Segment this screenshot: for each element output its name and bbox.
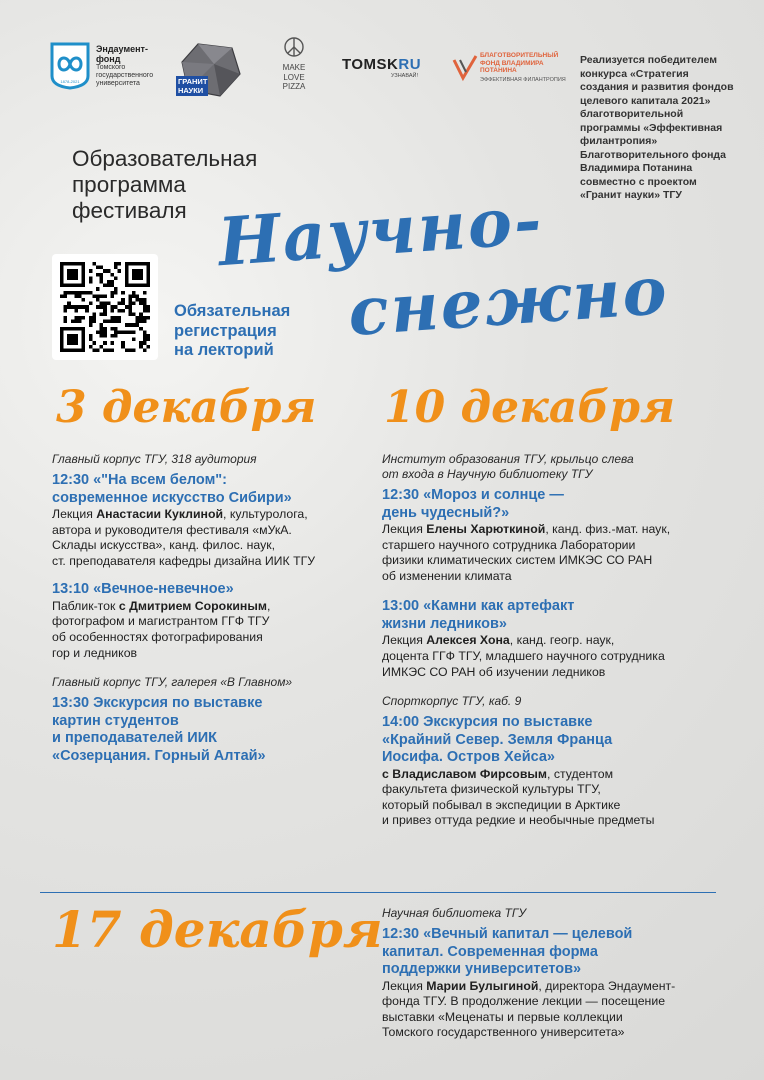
desc-post: , канд. геогр. наук,	[509, 633, 615, 648]
title-line: поддержки университетов»	[382, 961, 582, 977]
title-line: «Созерцания. Горный Алтай»	[52, 747, 266, 764]
day3-venue: Научная библиотека ТГУ	[382, 906, 527, 920]
potanin-sub: ЭФФЕКТИВНАЯ ФИЛАНТРОПИЯ	[480, 76, 566, 83]
registration-line: регистрация	[174, 321, 277, 340]
title-line: 14:00 Экскурсия по выставке	[382, 714, 593, 731]
sponsor-line: филантропия»	[580, 135, 658, 147]
tomsk-sub: УЗНАВАЙ!	[391, 73, 418, 79]
day3-event-desc	[382, 979, 752, 1041]
granit-nauki-logo	[174, 40, 246, 100]
endowment-name-2: фонд	[96, 54, 121, 64]
day1-venue-2: Главный корпус ТГУ, галерея «В Главном»	[52, 675, 293, 690]
desc-post: , студентом	[546, 766, 614, 781]
desc-line: старшего научного сотрудника Лаборатории	[382, 537, 636, 552]
desc-line: фонда ТГУ. В продолжение лекции — посещение	[382, 994, 666, 1009]
title-line: капитал. Современная форма	[382, 943, 598, 960]
day3-event-title	[382, 926, 752, 979]
day2-event3-title	[382, 714, 742, 767]
qr-code-icon	[60, 262, 150, 352]
title-line: 13:00 «Камни как артефакт	[382, 598, 575, 615]
program-title-line: программа	[72, 172, 186, 197]
desc-line: физики климатических систем ИМКЭС СО РАН	[382, 553, 653, 568]
desc-post: ,	[266, 598, 271, 613]
endowment-sub-1: Томского	[96, 64, 126, 71]
lecturer-name: Алексея Хона	[426, 633, 510, 648]
day1-date: 3 декабря	[56, 382, 317, 433]
make-love-pizza-logo	[274, 36, 314, 106]
speaker-name: с Дмитрием Сорокиным	[118, 598, 267, 613]
day1-event1-desc	[52, 507, 372, 569]
tomsk-main: TOMSK	[342, 56, 399, 73]
desc-line: ИМКЭС СО РАН об изучении ледников	[382, 664, 606, 679]
guide-name: с Владиславом Фирсовым	[382, 766, 547, 781]
program-title-line: фестиваля	[72, 198, 187, 223]
desc-line: фотографом и магистрантом ГГФ ТГУ	[52, 614, 270, 629]
mlp-line-2: LOVE	[283, 72, 305, 82]
title-line: жизни ледников»	[382, 615, 507, 632]
desc-line: выставки «Меценаты и первые коллекции	[382, 1009, 623, 1024]
venue-line: Институт образования ТГУ, крыльцо слева	[382, 452, 634, 466]
potanin-line-3: ПОТАНИНА	[480, 67, 517, 74]
sponsor-line: конкурса «Стратегия	[580, 67, 689, 80]
title-line: и преподавателей ИИК	[52, 730, 217, 747]
desc-pre: Лекция	[382, 978, 427, 993]
lecturer-name: Марии Булыгиной	[426, 978, 539, 993]
tomsk-accent: RU	[398, 56, 422, 73]
day2-date: 10 декабря	[384, 382, 675, 433]
endowment-sub-2: государственного	[96, 72, 154, 79]
desc-post: , культуролога,	[223, 507, 308, 521]
registration-note	[174, 302, 290, 361]
sponsor-line: целевого капитала 2021»	[580, 94, 711, 107]
desc-line: доцента ГГФ ТГУ, младшего научного сотрудника	[382, 648, 665, 663]
desc-line: ст. преподавателя кафедры дизайна ИИК ТГУ	[52, 553, 316, 568]
mlp-line-3: PIZZA	[282, 82, 306, 91]
desc-pre: Лекция	[382, 633, 427, 648]
sponsor-line: программы «Эффективная	[580, 121, 723, 134]
title-line: Иосифа. Остров Хейса»	[382, 749, 555, 766]
program-title-line: Образовательная	[72, 146, 258, 171]
day2-venue-1	[382, 452, 742, 482]
sponsor-line: Благотворительного фонда	[580, 148, 726, 161]
desc-line: об изменении климата	[382, 568, 512, 583]
day1-column	[52, 452, 372, 765]
desc-line: об особенностях фотографирования	[52, 630, 263, 645]
day1-event2-title: 13:10 «Вечное-невечное»	[52, 581, 234, 598]
mlp-line-1: MAKE	[282, 63, 306, 72]
desc-post: , канд. физ.-мат. наук,	[545, 522, 671, 536]
title-line: 12:30 «"На всем белом":	[52, 472, 227, 488]
day2-venue-2: Спорткорпус ТГУ, каб. 9	[382, 694, 522, 709]
day1-event1-title	[52, 472, 372, 507]
endowment-emblem-icon	[50, 42, 90, 90]
registration-line: на лекторий	[174, 341, 274, 359]
potanin-fund-logo	[452, 50, 570, 90]
qr-code[interactable]	[52, 254, 158, 360]
potanin-line-2: ФОНД ВЛАДИМИРА	[480, 59, 544, 67]
sponsor-line: «Гранит науки» ТГУ	[580, 189, 682, 201]
title-line: современное искусство Сибири»	[52, 489, 292, 506]
day2-event2-desc	[382, 633, 742, 680]
day1-event3-title	[52, 695, 372, 765]
day3-date: 17 декабря	[52, 900, 383, 959]
endowment-logo	[50, 40, 170, 95]
registration-line: Обязательная	[174, 302, 291, 320]
granit-label-1: ГРАНИТ	[178, 77, 208, 86]
desc-pre: Лекция	[382, 522, 427, 536]
day2-event1-desc	[382, 522, 742, 584]
desc-line: автора и руководителя фестиваля «мУкА.	[52, 522, 292, 537]
sponsor-line: благотворительной	[580, 108, 684, 120]
title-line: 12:30 «Мороз и солнце —	[382, 487, 564, 503]
granit-label-2: НАУКИ	[178, 86, 204, 95]
desc-line: гор и ледников	[52, 645, 138, 660]
desc-pre: Паблик-ток	[52, 598, 119, 613]
festival-name-line-1: Научно-	[215, 180, 546, 282]
sponsor-line: Владимира Потанина	[580, 162, 693, 174]
potanin-line-1: БЛАГОТВОРИТЕЛЬНЫЙ	[480, 52, 559, 59]
endowment-name-1: Эндаумент-	[96, 44, 148, 54]
desc-line: Склады искусства», канд. филос. наук,	[52, 538, 276, 553]
peace-sign-icon	[283, 36, 305, 58]
title-line: картин студентов	[52, 712, 179, 729]
day1-venue-1: Главный корпус ТГУ, 318 аудитория	[52, 452, 257, 466]
desc-pre: Лекция	[52, 507, 97, 521]
lecturer-name: Анастасии Куклиной	[96, 507, 224, 521]
day3-column	[382, 906, 752, 1041]
day2-event2-title	[382, 598, 742, 633]
title-line: день чудесный?»	[382, 504, 510, 521]
desc-line: который побывал в экспедиции в Арктике	[382, 797, 621, 812]
svg-text:1878-2021: 1878-2021	[60, 79, 80, 84]
day2-column	[382, 452, 742, 829]
sponsor-note	[580, 54, 760, 203]
title-line: 13:30 Экскурсия по выставке	[52, 695, 263, 712]
festival-name-line-2: снежно	[345, 250, 671, 352]
sponsor-line: создания и развития фондов	[580, 81, 734, 93]
lecturer-name: Елены Харюткиной	[426, 522, 546, 536]
venue-line: от входа в Научную библиотеку ТГУ	[382, 467, 593, 481]
title-line: «Крайний Север. Земля Франца	[382, 731, 613, 748]
sponsor-line: Реализуется победителем	[580, 54, 717, 66]
title-line: 12:30 «Вечный капитал — целевой	[382, 926, 633, 942]
potanin-check-icon	[452, 54, 478, 82]
section-divider	[40, 892, 716, 893]
day2-event3-desc	[382, 767, 742, 829]
endowment-sub-3: университета	[96, 80, 140, 87]
sponsor-line: совместно с проектом	[580, 175, 697, 188]
desc-line: факультета физической культуры ТГУ,	[382, 782, 601, 797]
day1-event2-desc	[52, 599, 372, 661]
tomsk-ru-logo	[342, 56, 428, 86]
desc-post: , директора Эндаумент-	[538, 978, 676, 993]
desc-line: Томского государственного университета»	[382, 1025, 625, 1040]
desc-line: и привез оттуда редкие и необычные предметы	[382, 813, 655, 828]
day2-event1-title	[382, 487, 742, 522]
